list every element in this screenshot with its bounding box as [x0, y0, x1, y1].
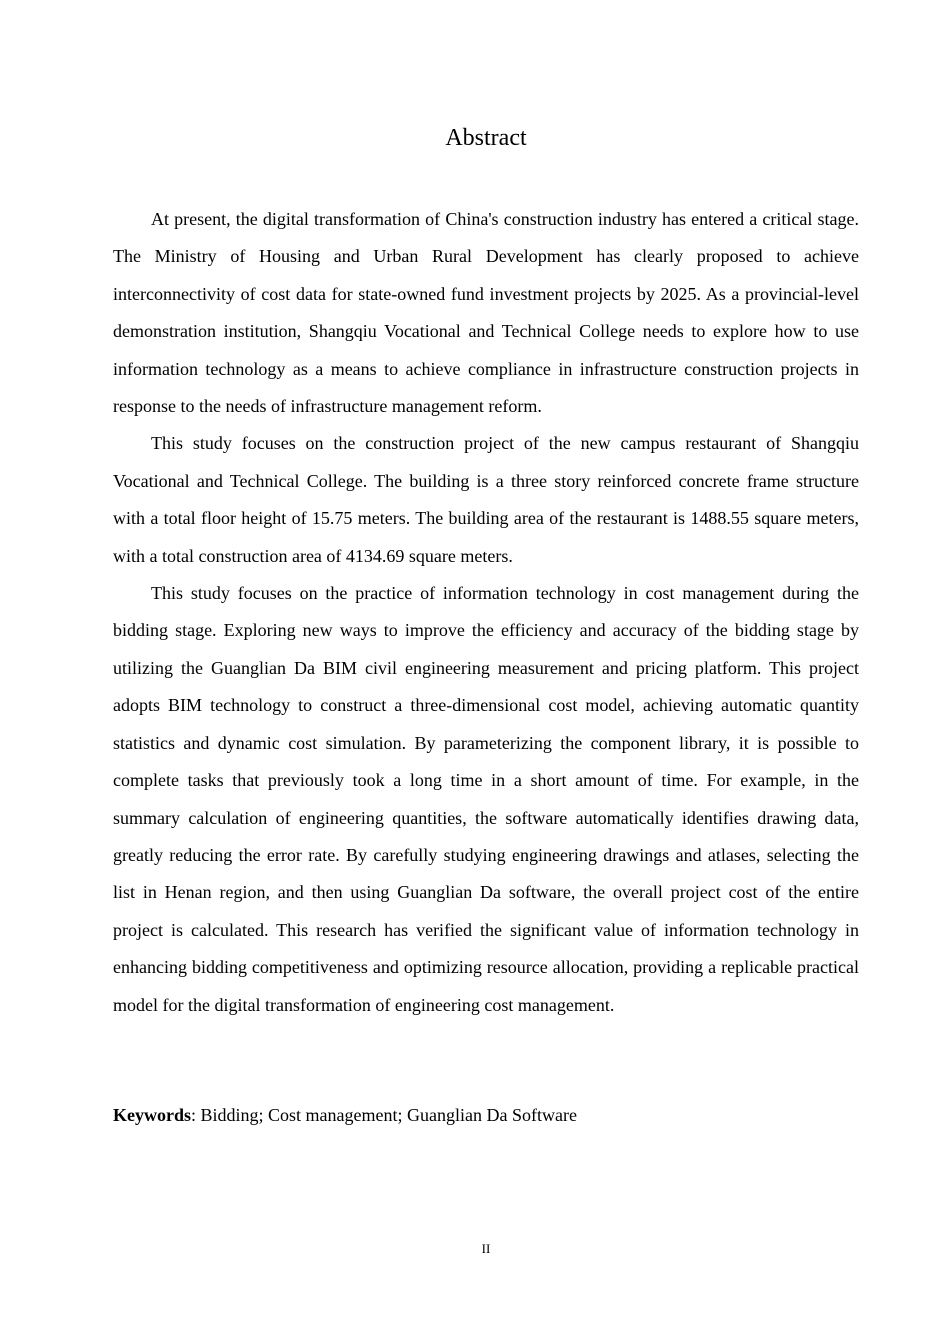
abstract-paragraph-2: This study focuses on the construction project of the new campus restaurant of Shangqiu Vocational and Technical College. The building is a three story reinforced concrete frame structure with a total floor height of 15.75 meters. The building area of the restaurant is 1488.55 square meters, with a total construction area of 4134.69 square meters. — [113, 433, 859, 566]
keywords-line — [113, 1099, 859, 1131]
abstract-body — [113, 201, 859, 1024]
page-title: Abstract — [445, 125, 527, 151]
keywords-text: Bidding; Cost management; Guanglian Da Software — [200, 1105, 577, 1125]
page-number: II — [481, 1241, 491, 1256]
abstract-paragraph-1: At present, the digital transformation of China's construction industry has entered a critical stage. The Ministry of Housing and Urban Rural Development has clearly proposed to achieve interconnectivity of cost data for state-owned fund investment projects by 2025. As a provincial-level demonstration institution, Shangqiu Vocational and Technical College needs to explore how to use information technology as a means to achieve compliance in infrastructure construction projects in response to the needs of infrastructure management reform. — [113, 209, 859, 417]
keywords-separator: : — [191, 1105, 201, 1125]
keywords-label: Keywords — [113, 1105, 191, 1125]
abstract-paragraph-3: This study focuses on the practice of information technology in cost management during the bidding stage. Exploring new ways to improve the efficiency and accuracy of the bidding stage by utilizing the Guanglian Da BIM civil engineering measurement and pricing platform. This project adopts BIM technology to construct a three-dimensional cost model, achieving automatic quantity statistics and dynamic cost simulation. By parameterizing the component library, it is possible to complete tasks that previously took a long time in a short amount of time. For example, in the summary calculation of engineering quantities, the software automatically identifies drawing data, greatly reducing the error rate. By carefully studying engineering drawings and atlases, selecting the list in Henan region, and then using Guanglian Da software, the overall project cost of the entire project is calculated. This research has verified the significant value of information technology in enhancing bidding competitiveness and optimizing resource allocation, providing a replicable practical model for the digital transformation of engineering cost management. — [113, 583, 859, 1015]
